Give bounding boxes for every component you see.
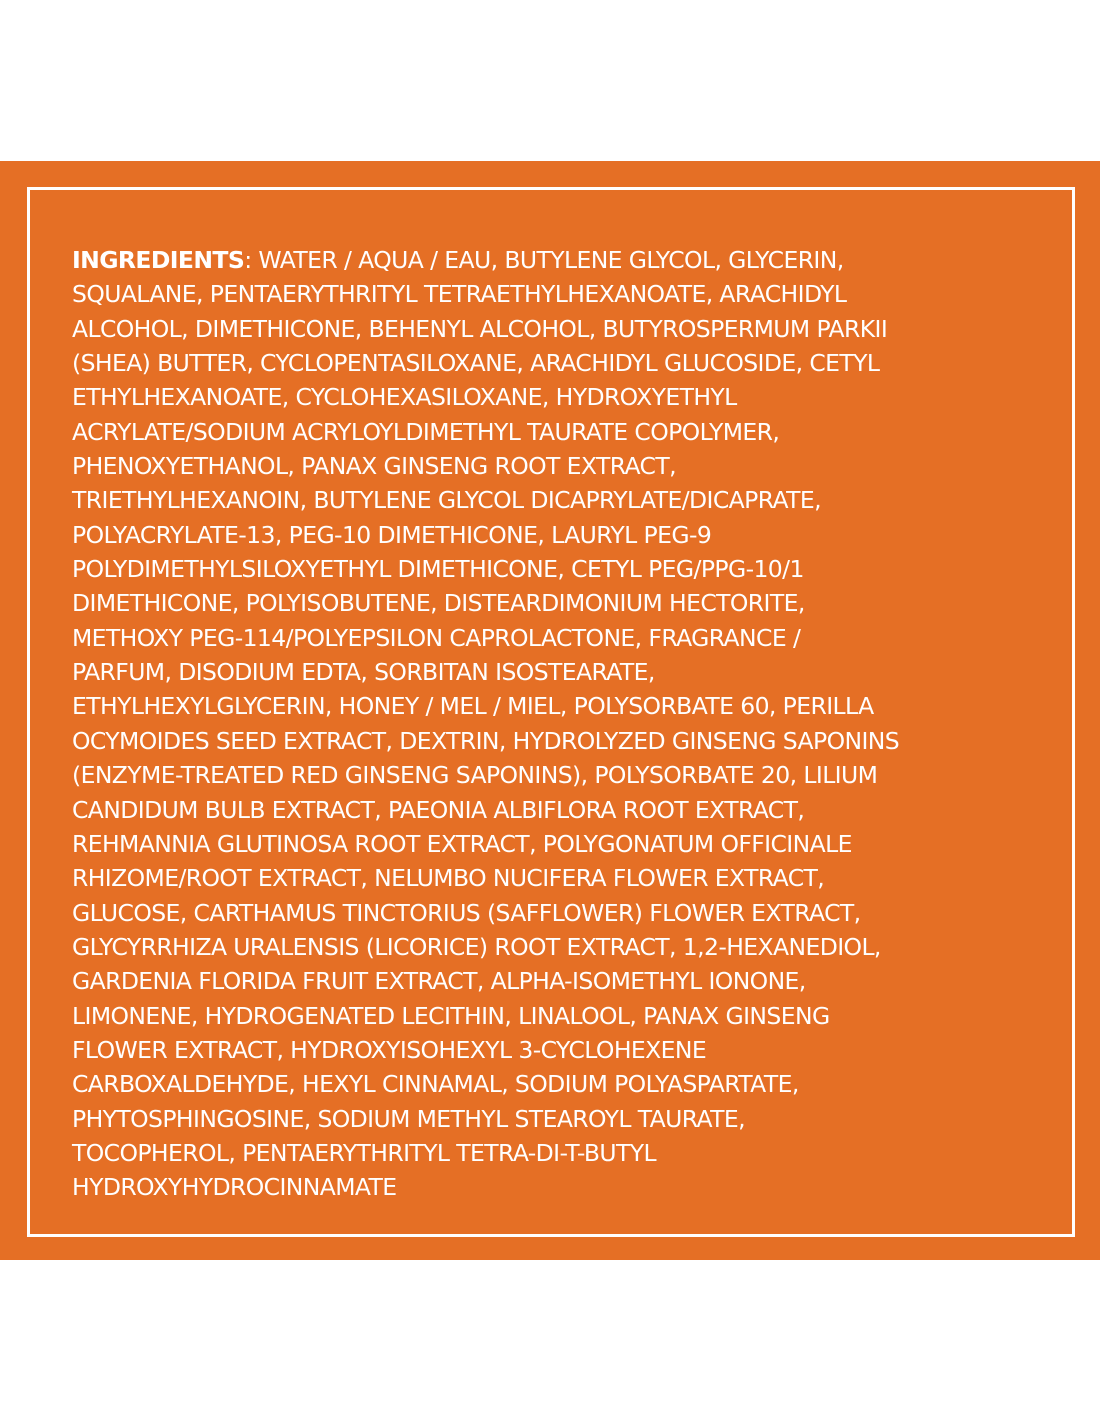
- ingredients-heading: INGREDIENTS: [72, 246, 245, 274]
- ingredients-list: [72, 243, 1052, 1205]
- ingredients-text: : WATER / AQUA / EAU, BUTYLENE GLYCOL, GLYCERIN, SQUALANE, PENTAERYTHRITYL TETRAETHYLHEXANOATE, ARACHIDYL ALCOHOL, DIMETHICONE, BEHENYL ALCOHOL, BUTYROSPERMUM PARKII (SHEA) BUTTER, CYCLOPENTASILOXANE, ARACHIDYL GLUCOSIDE, CETYL ETHYLHEXANOATE, CYCLOHEXASILOXANE, HYDROXYETHYL ACRYLATE/SODIUM ACRYLOYLDIMETHYL TAURATE COPOLYMER, PHENOXYETHANOL, PANAX GINSENG ROOT EXTRACT, TRIETHYLHEXANOIN, BUTYLENE GLYCOL DICAPRYLATE/DICAPRATE, POLYACRYLATE-13, PEG-10 DIMETHICONE, LAURYL PEG-9 POLYDIMETHYLSILOXYETHYL DIMETHICONE, CETYL PEG/PPG-10/1 DIMETHICONE, POLYISOBUTENE, DISTEARDIMONIUM HECTORITE, METHOXY PEG-114/POLYEPSILON CAPROLACTONE, FRAGRANCE / PARFUM, DISODIUM EDTA, SORBITAN ISOSTEARATE, ETHYLHEXYLGLYCERIN, HONEY / MEL / MIEL, POLYSORBATE 60, PERILLA OCYMOIDES SEED EXTRACT, DEXTRIN, HYDROLYZED GINSENG SAPONINS (ENZYME-TREATED RED GINSENG SAPONINS), POLYSORBATE 20, LILIUM CANDIDUM BULB EXTRACT, PAEONIA ALBIFLORA ROOT EXTRACT, REHMANNIA GLUTINOSA ROOT EXTRACT, POLYGONATUM OFFICINALE RHIZOME/ROOT EXTRACT, NELUMBO NUCIFERA FLOWER EXTRACT, GLUCOSE, CARTHAMUS TINCTORIUS (SAFFLOWER) FLOWER EXTRACT, GLYCYRRHIZA URALENSIS (LICORICE) ROOT EXTRACT, 1,2-HEXANEDIOL, GARDENIA FLORIDA FRUIT EXTRACT, ALPHA-ISOMETHYL IONONE, LIMONENE, HYDROGENATED LECITHIN, LINALOOL, PANAX GINSENG FLOWER EXTRACT, HYDROXYISOHEXYL 3-CYCLOHEXENE CARBOXALDEHYDE, HEXYL CINNAMAL, SODIUM POLYASPARTATE, PHYTOSPHINGOSINE, SODIUM METHYL STEAROYL TAURATE, TOCOPHEROL, PENTAERYTHRITYL TETRA-DI-T-BUTYL HYDROXYHYDROCINNAMATE: [72, 246, 900, 1202]
